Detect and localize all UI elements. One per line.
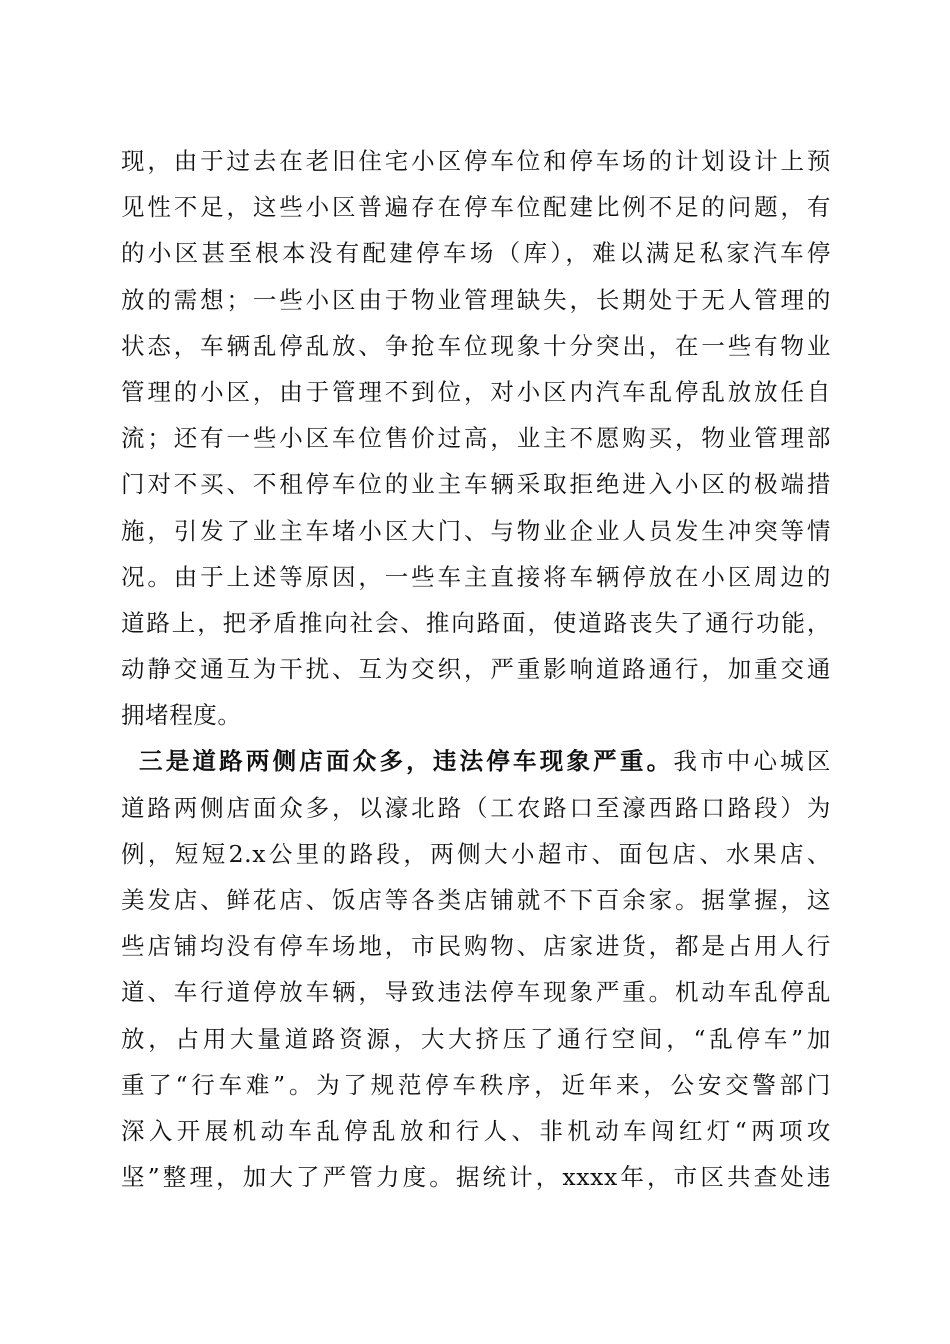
section-lead-heading: 三是道路两侧店面众多，违法停车现象严重。 xyxy=(139,747,674,776)
text-line: 重了“行车难”。为了规范停车秩序，近年来，公安交警部门 xyxy=(121,1070,831,1099)
text-line: 动静交通互为干扰、互为交织，严重影响道路通行，加重交通 xyxy=(121,655,831,684)
text-line: 管理的小区，由于管理不到位，对小区内汽车乱停乱放放任自 xyxy=(121,377,831,406)
text-line: 见性不足，这些小区普遍存在停车位配建比例不足的问题，有 xyxy=(121,193,831,222)
text-line: 道路两侧店面众多，以濠北路（工农路口至濠西路口路段）为 xyxy=(121,793,831,822)
paragraph-1 xyxy=(121,138,831,738)
text-line: 现，由于过去在老旧住宅小区停车位和停车场的计划设计上预 xyxy=(121,147,831,175)
text-line: 的小区甚至根本没有配建停车场（库），难以满足私家汽车停 xyxy=(121,239,831,268)
text-line: 施，引发了业主车堵小区大门、与物业企业人员发生冲突等情 xyxy=(121,516,831,545)
paragraph-2 xyxy=(121,738,831,1200)
text-line: 深入开展机动车乱停乱放和行人、非机动车闯红灯“两项攻 xyxy=(121,1116,831,1145)
text-line: 例，短短2.x公里的路段，两侧大小超市、面包店、水果店、 xyxy=(121,839,831,868)
text-line: 放的需想；一些小区由于物业管理缺失，长期处于无人管理的 xyxy=(121,285,831,314)
text-line: 美发店、鲜花店、饭店等各类店铺就不下百余家。据掌握，这 xyxy=(121,886,831,914)
text-line: 门对不买、不租停车位的业主车辆采取拒绝进入小区的极端措 xyxy=(121,470,831,499)
paragraph-first-line xyxy=(121,738,831,784)
text-line: 道、车行道停放车辆，导致违法停车现象严重。机动车乱停乱 xyxy=(121,978,831,1007)
text-line: 流；还有一些小区车位售价过高，业主不愿购买，物业管理部 xyxy=(121,424,831,453)
text-run: 我市中心城区 xyxy=(673,747,831,776)
text-line: 道路上，把矛盾推向社会、推向路面，使道路丧失了通行功能， xyxy=(121,608,831,637)
document-body xyxy=(121,138,831,1200)
text-line: 状态，车辆乱停乱放、争抢车位现象十分突出，在一些有物业 xyxy=(121,331,831,360)
text-line: 拥堵程度。 xyxy=(121,701,242,730)
text-line: 放，占用大量道路资源，大大挤压了通行空间，“乱停车”加 xyxy=(121,1024,831,1053)
text-line: 坚”整理，加大了严管力度。据统计，xxxx年，市区共查处违 xyxy=(121,1163,831,1192)
text-line: 些店铺均没有停车场地，市民购物、店家进货，都是占用人行 xyxy=(121,932,831,961)
text-line: 况。由于上述等原因，一些车主直接将车辆停放在小区周边的 xyxy=(121,562,831,591)
